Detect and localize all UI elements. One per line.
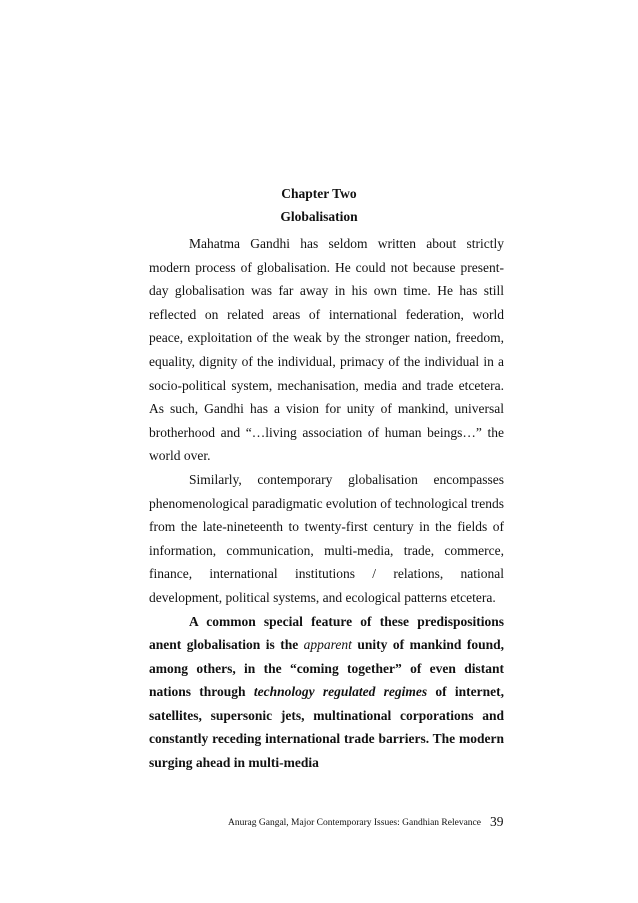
page-number: 39 — [490, 814, 504, 829]
paragraph-2: Similarly, contemporary globalisation encompasses phenomenological paradigmatic evolution of technological trends from the late-nineteenth to twenty-first century in the fields of information, communication, multi-media, trade, commerce, finance, international institutions / relations, national development, political systems, and ecological patterns etcetera. — [149, 471, 505, 605]
emphasis-technology-regimes: technology regulated regimes — [253, 684, 428, 700]
footer-citation: Anurag Gangal, Major Contemporary Issues: Gandhian Relevance — [228, 818, 481, 828]
chapter-title: Globalisation — [280, 209, 358, 224]
body-text — [149, 232, 504, 775]
chapter-label: Chapter Two — [281, 186, 357, 201]
emphasis-apparent: apparent — [303, 637, 352, 653]
paragraph-3-segment-1: A common special feature of these predispositions anent globalisation is the — [149, 613, 504, 653]
paragraph-1: Mahatma Gandhi has seldom written about strictly modern process of globalisation. He could not because present-day globalisation was far away in his own time. He has still reflected on related areas of international federation, world peace, exploitation of the weak by the stronger nation, freedom, equality, dignity of the individual, primacy of the individual in a socio-political system, mechanisation, media and trade etcetera. As such, Gandhi has a vision for unity of mankind, universal brotherhood and “…living association of human beings…” the world over. — [149, 236, 504, 464]
paragraph-3-segment-3: of internet, satellites, supersonic jets, multinational corporations and constantly receding international trade barriers. The modern surging ahead in multi-media — [149, 684, 505, 771]
paragraph-3 — [149, 610, 504, 775]
paragraph-3-segment-2: unity of mankind found, among others, in the “coming together” of even distant nations through — [149, 637, 504, 700]
